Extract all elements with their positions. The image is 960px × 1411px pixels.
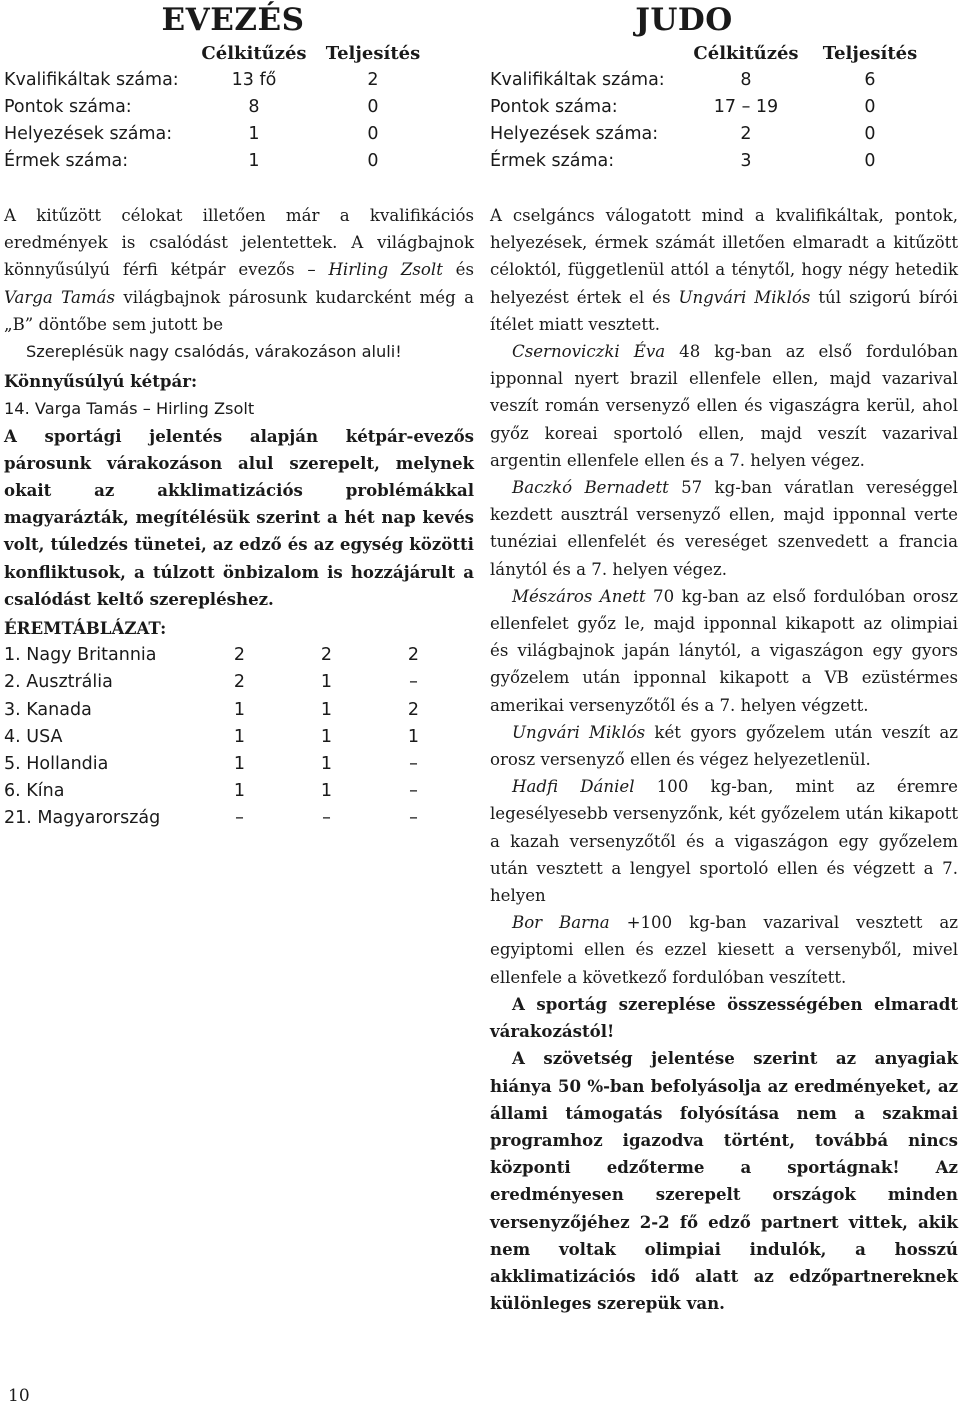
stats-result: 0 xyxy=(367,151,379,171)
athlete-name: Ungvári Miklós xyxy=(512,722,646,742)
bronze-count: 2 xyxy=(407,699,420,720)
stats-row xyxy=(4,67,474,94)
medal-row xyxy=(4,669,474,696)
athlete-text: 48 kg-ban az első fordulóban ipponnal nyert brazil ellenfele ellen, majd vazarival veszít román versenyző ellen és vigaszágra kerül, ahol győz koreai sportoló ellen, majd veszít vazarival argentin ellenfele ellen és a 7. helyen végez. xyxy=(490,342,958,470)
gold-count: 2 xyxy=(233,645,246,666)
country-name: 6. Kína xyxy=(4,781,65,802)
judo-body xyxy=(490,202,958,1317)
medal-row xyxy=(4,778,474,805)
judo-federation-report-bold: A szövetség jelentése szerint az anyagiak hiánya 50 %-ban befolyásolja az eredményeket, az állami támogatás folyósítása nem a szakmai programhoz igazodva történt, továbbá nincs központi edzőterme a sportágnak! Az eredményesen szerepelt országok minden versenyzőjéhez 2-2 fő edző partnert vittek, akik nem voltak olimpiai indulók, a hosszú akklimatizációs idő alatt az edzőpartnereknek különleges szerepük van. xyxy=(490,1048,958,1314)
athlete-paragraph xyxy=(490,719,958,773)
medal-row xyxy=(4,724,474,751)
stats-row xyxy=(4,148,474,175)
judo-intro-paragraph xyxy=(490,202,958,338)
evezes-body xyxy=(4,202,474,642)
silver-count: 1 xyxy=(320,781,333,802)
stats-result: 6 xyxy=(864,70,876,90)
stats-header-row xyxy=(4,40,474,67)
stats-header-spacer xyxy=(490,40,688,67)
evezes-summary-line: Szereplésük nagy csalódás, várakozáson aluli! xyxy=(26,342,402,362)
country-name: 3. Kanada xyxy=(4,699,92,720)
left-column xyxy=(4,0,474,833)
stats-header-row xyxy=(490,40,958,67)
judo-stats-table xyxy=(490,40,958,175)
text-run: A cselgáncs válogatott mind a kvalifikáltak, pontok, helyezések, érmek számát illetően elmaradt a kitűzött céloktól, függetlenül attól a ténytől, hogy négy hetedik helyezést értek el és xyxy=(490,206,958,307)
medal-row xyxy=(4,751,474,778)
stats-label: Érmek száma: xyxy=(490,151,615,171)
right-column xyxy=(490,0,958,1317)
silver-count: 1 xyxy=(320,672,333,693)
result-column-header: Teljesítés xyxy=(822,43,918,64)
athlete-name: Bor Barna xyxy=(512,913,610,933)
stats-goal: 1 xyxy=(248,124,260,144)
athlete-name: Baczkó Bernadett xyxy=(512,478,669,498)
stats-goal: 8 xyxy=(248,97,260,117)
stats-goal: 13 fő xyxy=(231,70,277,90)
stats-row xyxy=(4,121,474,148)
gold-count: 1 xyxy=(233,699,246,720)
stats-result: 2 xyxy=(367,70,379,90)
stats-goal: 8 xyxy=(740,70,752,90)
goal-column-header: Célkitűzés xyxy=(201,43,307,64)
gold-count: 2 xyxy=(233,672,246,693)
stats-label: Helyezések száma: xyxy=(490,124,659,144)
athlete-text: 70 kg-ban az első fordulóban orosz ellenfelet győz le, majd ipponnal kikapott az olimpiai és világbajnok japán lánytól, a vigaszágon egy gyors győzelem után ipponnal kikapott a VB ezüstérmes amerikai versenyzőtől és a 7. helyen végzett. xyxy=(490,586,958,715)
text-run: A kitűzött célokat illetően már a kvalifikációs eredmények is csalódást jelentettek. A világbajnok könnyűsúlyú férfi kétpár evezős – xyxy=(4,206,474,280)
gold-count: 1 xyxy=(233,726,246,747)
evezes-stats-table xyxy=(4,40,474,175)
result-line: 14. Varga Tamás – Hirling Zsolt xyxy=(4,399,255,419)
country-name: 21. Magyarország xyxy=(4,808,161,829)
text-run: túl szigorú bírói ítélet miatt vesztett. xyxy=(490,287,958,334)
stats-label: Kvalifikáltak száma: xyxy=(490,70,665,90)
gold-count: 1 xyxy=(233,781,246,802)
judo-summary-bold: A sportág szereplése összességében elmaradt várakozástól! xyxy=(490,993,958,1042)
medal-row xyxy=(4,805,474,832)
stats-goal: 2 xyxy=(740,124,752,144)
athlete-paragraph xyxy=(490,583,958,719)
stats-goal: 17 – 19 xyxy=(713,97,779,117)
text-run: világbajnok párosunk kudarcként még a „B” döntőbe sem jutott be xyxy=(4,287,474,334)
silver-count: – xyxy=(322,808,331,829)
athlete-name: Hadfi Dániel xyxy=(512,777,635,797)
goal-column-header: Célkitűzés xyxy=(693,43,799,64)
evezes-report-paragraph: A sportági jelentés alapján kétpár-evezős párosunk várakozáson alul szerepelt, melynek okait az akklimatizációs problémákkal magyarázták, megítélésük szerint a hét nap kevés volt, túledzés tünetei, az edző és az egység közötti konfliktusok, a túlzott önbizalom is hozzájárult a csalódást keltő szerepléshez. xyxy=(4,425,474,609)
athlete-name: Ungvári Miklós xyxy=(678,287,811,307)
stats-row xyxy=(490,67,958,94)
medal-row xyxy=(4,642,474,669)
athlete-paragraph xyxy=(490,338,958,474)
silver-count: 1 xyxy=(320,699,333,720)
section-title-evezes: EVEZÉS xyxy=(161,2,305,38)
athlete-name: Csernoviczki Éva xyxy=(512,342,666,362)
gold-count: 1 xyxy=(233,754,246,775)
athlete-name: Mészáros Anett xyxy=(512,586,646,606)
stats-result: 0 xyxy=(864,151,876,171)
medal-table-heading: ÉREMTÁBLÁZAT: xyxy=(4,618,167,639)
country-name: 1. Nagy Britannia xyxy=(4,645,157,666)
bronze-count: 1 xyxy=(407,726,420,747)
stats-result: 0 xyxy=(367,97,379,117)
gold-count: – xyxy=(235,808,244,829)
country-name: 5. Hollandia xyxy=(4,754,109,775)
medal-table xyxy=(4,642,474,832)
athlete-text: +100 kg-ban vazarival vesztett az egyiptomi ellen és ezzel kiesett a versenyből, mivel ellenfele a következő fordulóban veszített. xyxy=(490,913,958,987)
stats-label: Kvalifikáltak száma: xyxy=(4,70,179,90)
country-name: 2. Ausztrália xyxy=(4,672,113,693)
subheading-lightweight-double: Könnyűsúlyú kétpár: xyxy=(4,371,198,392)
stats-label: Helyezések száma: xyxy=(4,124,173,144)
stats-result: 0 xyxy=(367,124,379,144)
country-name: 4. USA xyxy=(4,726,63,747)
stats-row xyxy=(490,94,958,121)
stats-label: Pontok száma: xyxy=(490,97,618,117)
bronze-count: – xyxy=(409,754,418,775)
bronze-count: – xyxy=(409,808,418,829)
page-number: 10 xyxy=(8,1386,30,1406)
stats-row xyxy=(490,121,958,148)
stats-goal: 3 xyxy=(740,151,752,171)
bronze-count: 2 xyxy=(407,645,420,666)
result-column-header: Teljesítés xyxy=(325,43,421,64)
athlete-text: 100 kg-ban, mint az éremre legesélyesebb versenyzőnk, két győzelem után kikapott a kazah versenyzőtől és a vigaszágon egy győzelem után vesztett a lengyel sportoló ellen és végzett a 7. helyen xyxy=(490,777,958,906)
section-title-judo: JUDO xyxy=(635,2,733,38)
silver-count: 2 xyxy=(320,645,333,666)
stats-row xyxy=(490,148,958,175)
bronze-count: – xyxy=(409,781,418,802)
bronze-count: – xyxy=(409,672,418,693)
athlete-name: Varga Tamás xyxy=(4,287,116,307)
stats-header-spacer xyxy=(4,40,200,67)
evezes-intro-paragraph xyxy=(4,202,474,338)
athlete-text: két gyors győzelem után veszít az orosz versenyző ellen és végez helyezetlenül. xyxy=(490,722,958,770)
athlete-paragraph xyxy=(490,474,958,583)
silver-count: 1 xyxy=(320,726,333,747)
text-run: és xyxy=(442,260,474,280)
stats-goal: 1 xyxy=(248,151,260,171)
athlete-text: 57 kg-ban váratlan vereséggel kezdett ausztrál versenyző ellen, majd ipponnal verte tunéziai ellenfelét és vereséget szenvedett a francia lánytól és a 7. helyen végez. xyxy=(490,478,958,579)
athlete-name: Hirling Zsolt xyxy=(328,260,443,280)
stats-result: 0 xyxy=(864,124,876,144)
stats-result: 0 xyxy=(864,97,876,117)
silver-count: 1 xyxy=(320,754,333,775)
stats-label: Pontok száma: xyxy=(4,97,132,117)
stats-label: Érmek száma: xyxy=(4,151,129,171)
athlete-paragraph xyxy=(490,909,958,991)
medal-row xyxy=(4,697,474,724)
stats-row xyxy=(4,94,474,121)
athlete-paragraph xyxy=(490,773,958,909)
